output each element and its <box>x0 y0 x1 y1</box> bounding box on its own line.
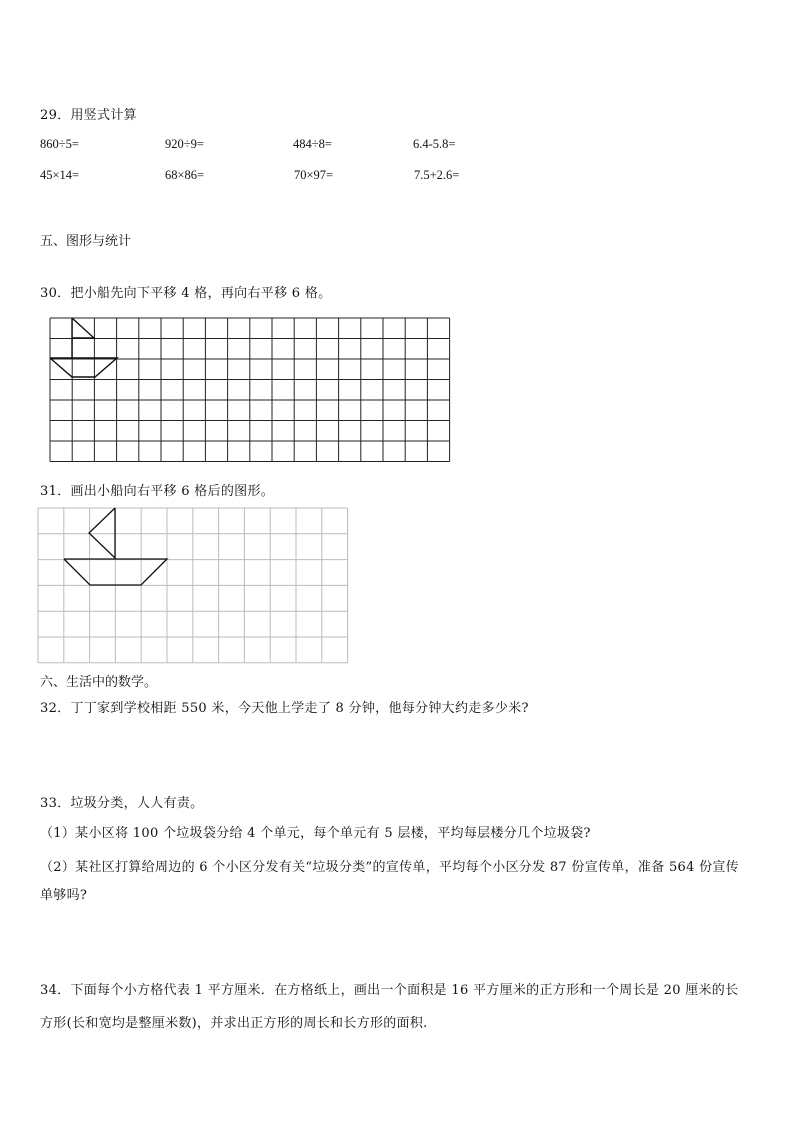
q31-title: 31．画出小船向右平移 6 格后的图形。 <box>40 484 275 499</box>
q33-part1: （1）某小区将 100 个垃圾袋分给 4 个单元，每个单元有 5 层楼，平均每层楼分几个垃圾袋? <box>40 826 591 841</box>
calc-item: 68×86= <box>165 168 205 182</box>
q33-part2-line2: 单够吗? <box>40 888 88 903</box>
section-five-title: 五、图形与统计 <box>40 234 132 249</box>
q32-title: 32．丁丁家到学校相距 550 米，今天他上学走了 8 分钟，他每分钟大约走多少米? <box>40 701 529 716</box>
calc-item: 70×97= <box>294 168 334 182</box>
q34-line1: 34．下面每个小方格代表 1 平方厘米．在方格纸上，画出一个面积是 16 平方厘米的正方形和一个周长是 20 厘米的长 <box>40 983 739 998</box>
calc-item: 45×14= <box>40 168 80 182</box>
calc-item: 6.4-5.8= <box>413 137 456 151</box>
calc-item: 920÷9= <box>165 137 204 151</box>
q33-part2-line1: （2）某社区打算给周边的 6 个小区分发有关“垃圾分类”的宣传单，平均每个小区分发 87 份宣传单，准备 564 份宣传 <box>40 860 739 875</box>
section-six-title: 六、生活中的数学。 <box>40 675 158 690</box>
q34-line2: 方形(长和宽均是整厘米数)，并求出正方形的周长和长方形的面积. <box>40 1016 428 1031</box>
calc-item: 7.5+2.6= <box>414 168 460 182</box>
calc-item: 484÷8= <box>293 137 332 151</box>
calc-item: 860÷5= <box>40 137 79 151</box>
q31-grid <box>38 508 348 663</box>
q30-title: 30．把小船先向下平移 4 格，再向右平移 6 格。 <box>40 286 332 301</box>
q33-title: 33．垃圾分类，人人有责。 <box>40 796 204 811</box>
q29-title: 29．用竖式计算 <box>40 108 137 123</box>
